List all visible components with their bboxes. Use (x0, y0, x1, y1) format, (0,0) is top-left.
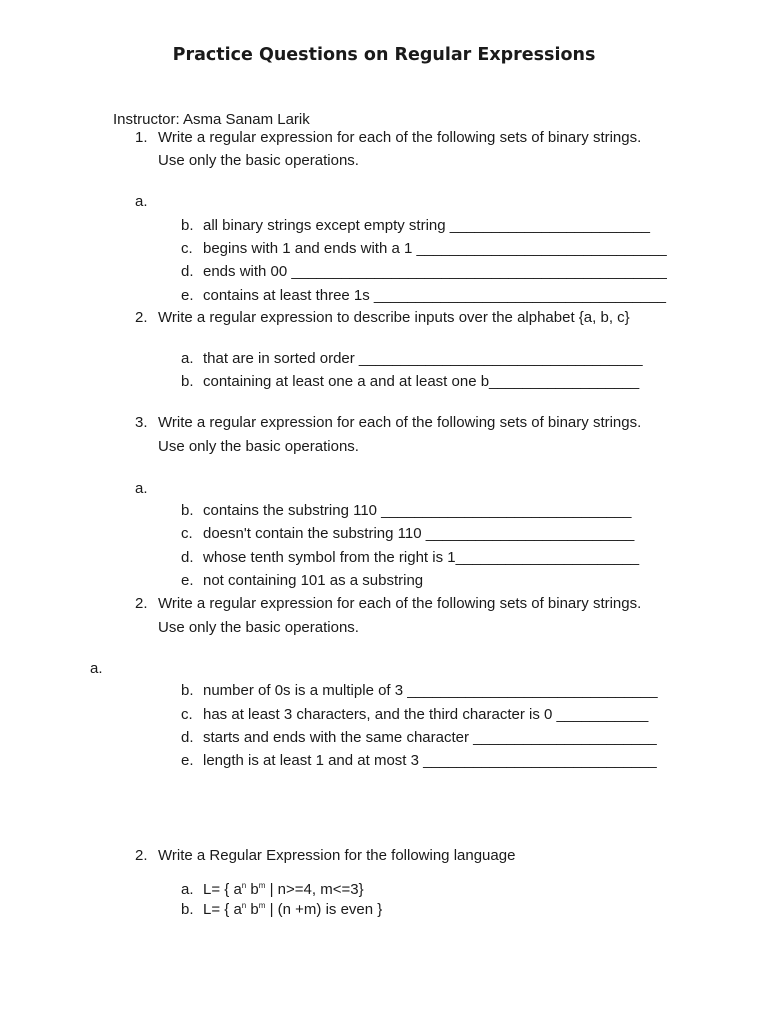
q1-item-text: ends with 00 _____________________________________________ (203, 263, 667, 280)
q3-item-text: not containing 101 as a substring (203, 572, 424, 589)
q3-item-text: whose tenth symbol from the right is 1______________________ (203, 549, 640, 566)
q1-item-text: begins with 1 and ends with a 1 ______________________________ (203, 240, 667, 257)
q3-item-text: doesn't contain the substring 110 _________________________ (203, 525, 635, 542)
q4-item-a-marker: a. (90, 660, 103, 677)
q1-item-marker: c. (181, 240, 193, 257)
q2-item-text: containing at least one a and at least one b__________________ (203, 373, 640, 390)
instructor-line: Instructor: Asma Sanam Larik (113, 111, 310, 128)
q5-text-line1: Write a Regular Expression for the following language (158, 847, 516, 864)
q4-item-text: length is at least 1 and at most 3 ____________________________ (203, 752, 657, 769)
q3-item-text: contains the substring 110 ______________________________ (203, 502, 632, 519)
q1-item-text: all binary strings except empty string ________________________ (203, 217, 650, 234)
q4-item-marker: c. (181, 706, 193, 723)
q4-item-text: has at least 3 characters, and the third character is 0 ___________ (203, 706, 649, 723)
q5-language-a: L= { $a^n$ $b^m$ | n>=4, m<=3} (203, 881, 364, 898)
q3-item-marker: d. (181, 549, 194, 566)
q4-item-marker: b. (181, 682, 194, 699)
q1-item-marker: b. (181, 217, 194, 234)
q4-item-text: number of 0s is a multiple of 3 ______________________________ (203, 682, 658, 699)
q1-item-a-marker: a. (135, 193, 148, 210)
q3-item-a-marker: a. (135, 480, 148, 497)
q3-item-marker: e. (181, 572, 194, 589)
q3-item-marker: b. (181, 502, 194, 519)
q4-text-line1: Write a regular expression for each of the following sets of binary strings. (158, 595, 642, 612)
q5-item-marker: b. (181, 901, 194, 918)
q2-item-marker: a. (181, 350, 194, 367)
q4-text-line2: Use only the basic operations. (158, 619, 359, 636)
q1-item-text: contains at least three 1s ___________________________________ (203, 287, 666, 304)
q3-text-line2: Use only the basic operations. (158, 438, 359, 455)
q2-text-line1: Write a regular expression to describe inputs over the alphabet {a, b, c} (158, 309, 630, 326)
q4-item-text: starts and ends with the same character ______________________ (203, 729, 657, 746)
q1-text-line2: Use only the basic operations. (158, 152, 359, 169)
q5-language-b: L= { $a^n$ $b^m$ | (n +m) is even } (203, 901, 383, 918)
page-title: Practice Questions on Regular Expressions (172, 45, 596, 65)
q3-item-marker: c. (181, 525, 193, 542)
q4-item-marker: e. (181, 752, 194, 769)
q5-item-marker: a. (181, 881, 194, 898)
q1-number: 1. (135, 129, 148, 146)
q3-text-line1: Write a regular expression for each of the following sets of binary strings. (158, 414, 642, 431)
q2-number: 2. (135, 309, 148, 326)
q1-text-line1: Write a regular expression for each of the following sets of binary strings. (158, 129, 642, 146)
q4-number: 2. (135, 595, 148, 612)
q4-item-marker: d. (181, 729, 194, 746)
q2-item-text: that are in sorted order __________________________________ (203, 350, 643, 367)
q3-number: 3. (135, 414, 148, 431)
q5-number: 2. (135, 847, 148, 864)
q1-item-marker: d. (181, 263, 194, 280)
q2-item-marker: b. (181, 373, 194, 390)
q1-item-marker: e. (181, 287, 194, 304)
